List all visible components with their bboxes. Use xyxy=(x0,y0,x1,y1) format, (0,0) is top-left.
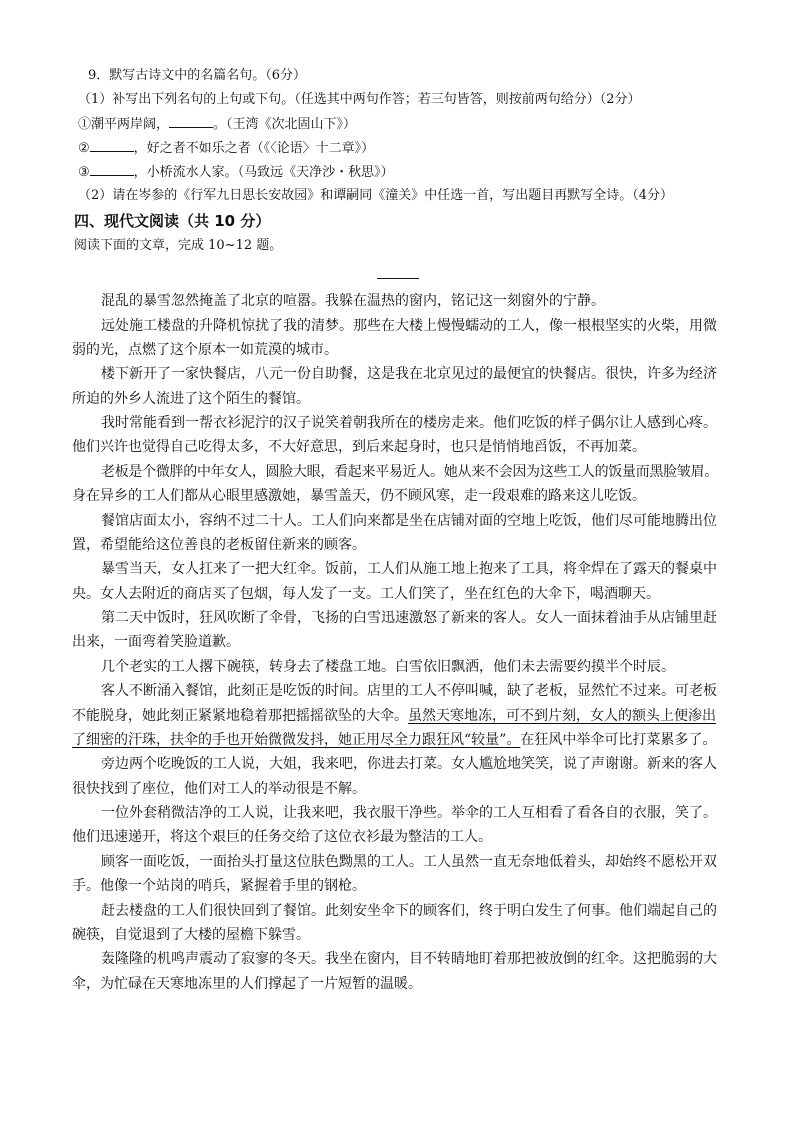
article-line: 暴雪当天，女人扛来了一把大红伞。饭前，工人们从施工地上抱来了工具，将伞焊在了露天的餐桌中 xyxy=(101,561,717,577)
article-line: 顾客一面吃饭，一面抬头打量这位肤色黝黑的工人。工人虽然一直无奈地低着头，却始终不愿松开双 xyxy=(101,854,717,870)
article-line: 餐馆店面太小，容纳不过二十人。工人们向来都是坐在店铺对面的空地上吃饭，他们尽可能地腾出位 xyxy=(101,513,717,529)
answer-blank xyxy=(169,115,213,128)
item2-after: ，好之者不如乐之者（《〈论语〉十二章》） xyxy=(133,141,375,156)
item1-after: 。（王湾《次北固山下》） xyxy=(213,117,357,132)
item1-before: ①潮平两岸阔， xyxy=(78,117,170,132)
article-line: 身在异乡的工人们都从心眼里感激她，暴雪盖天，仍不顾风寒，走一段艰难的路来这儿吃饭。 xyxy=(72,488,646,504)
underlined-sentence: 了细密的汗珠，扶伞的手也开始微微发抖，她正用尽全力跟狂风“较量”。 xyxy=(72,732,521,748)
article-line: 我时常能看到一帮衣衫泥泞的汉子说笑着朝我所在的楼房走来。他们吃饭的样子偶尔让人感到心疼。 xyxy=(101,415,717,431)
article-line: 他们迅速递开，将这个艰巨的任务交给了这位衣衫最为整洁的工人。 xyxy=(72,829,492,845)
q9-item-2 xyxy=(78,139,374,158)
article-text: 不能脱身，她此刻正紧紧地稳着那把摇摇欲坠的大伞。 xyxy=(72,708,408,724)
article-line: 旁边两个吃晚饭的工人说，大姐，我来吧，你进去打菜。女人尴尬地笑笑，说了声谢谢。新来的客人 xyxy=(101,756,717,772)
article-line-mixed xyxy=(72,706,716,726)
article-text: 在狂风中举伞可比打菜累多了。 xyxy=(520,732,717,748)
q9-part1-instruction: （1）补写出下列名句的上句或下句。（任选其中两句作答；若三句皆答，则按前两句给分）（2分） xyxy=(78,92,641,107)
article-line: 老板是个微胖的中年女人，圆脸大眼，看起来平易近人。她从来不会因为这些工人的饭量而黑脸皱眉。 xyxy=(101,464,718,480)
q9-title: 9．默写古诗文中的名篇名句。（6分） xyxy=(88,68,307,83)
article-line: 远处施工楼盘的升降机惊扰了我的清梦。那些在大楼上慢慢蠕动的工人，像一根根坚实的火柴，用微 xyxy=(101,318,717,334)
article-line: 一位外套稍微洁净的工人说，让我来吧，我衣服干净些。举伞的工人互相看了看各自的衣服，笑了。 xyxy=(101,805,717,821)
article-line: 赶去楼盘的工人们很快回到了餐馆。此刻安坐伞下的顾客们，终于明白发生了何事。他们端起自己的 xyxy=(101,903,717,919)
article-line: 置，希望能给这位善良的老板留住新来的顾客。 xyxy=(72,537,366,553)
article-title-blank xyxy=(377,278,419,279)
article-line: 央。女人去附近的商店买了包烟，每人发了一支。工人们笑了，坐在红色的大伞下，喝酒聊天。 xyxy=(72,586,660,602)
item3-after: ，小桥流水人家。（马致远《天净沙・秋思》） xyxy=(133,165,394,180)
article-line: 弱的光，点燃了这个原本一如荒漠的城市。 xyxy=(72,342,338,358)
article-line: 客人不断涌入餐馆，此刻正是吃饭的时间。店里的工人不停叫喊，缺了老板，显然忙不过来。可老板 xyxy=(101,683,717,699)
article-line-mixed xyxy=(72,730,716,750)
article-line: 几个老实的工人撂下碗筷，转身去了楼盘工地。白雪依旧飘洒，他们未去需要约摸半个时辰。 xyxy=(101,659,675,675)
answer-blank xyxy=(90,163,134,176)
item2-before: ② xyxy=(78,141,90,156)
article-line: 楼下新开了一家快餐店，八元一份自助餐，这是我在北京见过的最便宜的快餐店。很快，许多为经济 xyxy=(101,366,717,382)
answer-blank xyxy=(90,139,134,152)
article-line: 伞，为忙碌在天寒地冻里的人们撑起了一片短暂的温暖。 xyxy=(72,976,422,992)
article-line: 碗筷，自觉退到了大楼的屋檐下躲雪。 xyxy=(72,927,310,943)
article-line: 手。他像一个站岗的哨兵，紧握着手里的钢枪。 xyxy=(72,878,366,894)
article-line: 很快找到了座位，他们对工人的举动很是不解。 xyxy=(72,781,366,797)
underlined-sentence: 虽然天寒地冻，可不到片刻，女人的额头上便渗出 xyxy=(408,708,716,724)
item3-before: ③ xyxy=(78,165,90,180)
article-line: 出来，一面弯着笑脸道歉。 xyxy=(72,634,240,650)
article-line: 所迫的外乡人流进了这个陌生的餐馆。 xyxy=(72,391,310,407)
article-line: 第二天中饭时，狂风吹断了伞骨，飞扬的白雪迅速激怒了新来的客人。女人一面抹着油手从店铺里赶 xyxy=(101,610,717,626)
q9-item-1 xyxy=(78,115,356,134)
q9-part2-instruction: （2）请在岑参的《行军九日思长安故园》和谭嗣同《潼关》中任选一首，写出题目再默写全诗。（4分） xyxy=(78,188,674,203)
q9-item-3 xyxy=(78,163,394,182)
article-line: 混乱的暴雪忽然掩盖了北京的喧嚣。我躲在温热的窗内，铭记这一刻窗外的宁静。 xyxy=(101,293,605,309)
article-line: 他们兴许也觉得自己吃得太多，不大好意思，到后来起身时，也只是悄悄地舀饭，不再加菜。 xyxy=(72,439,646,455)
section-heading: 四、现代文阅读（共 10 分） xyxy=(74,212,271,230)
section-instruction: 阅读下面的文章，完成 10~12 题。 xyxy=(74,238,283,253)
article-line: 轰隆隆的机鸣声震动了寂寥的冬天。我坐在窗内，目不转睛地盯着那把被放倒的红伞。这把脆弱的大 xyxy=(101,951,717,967)
